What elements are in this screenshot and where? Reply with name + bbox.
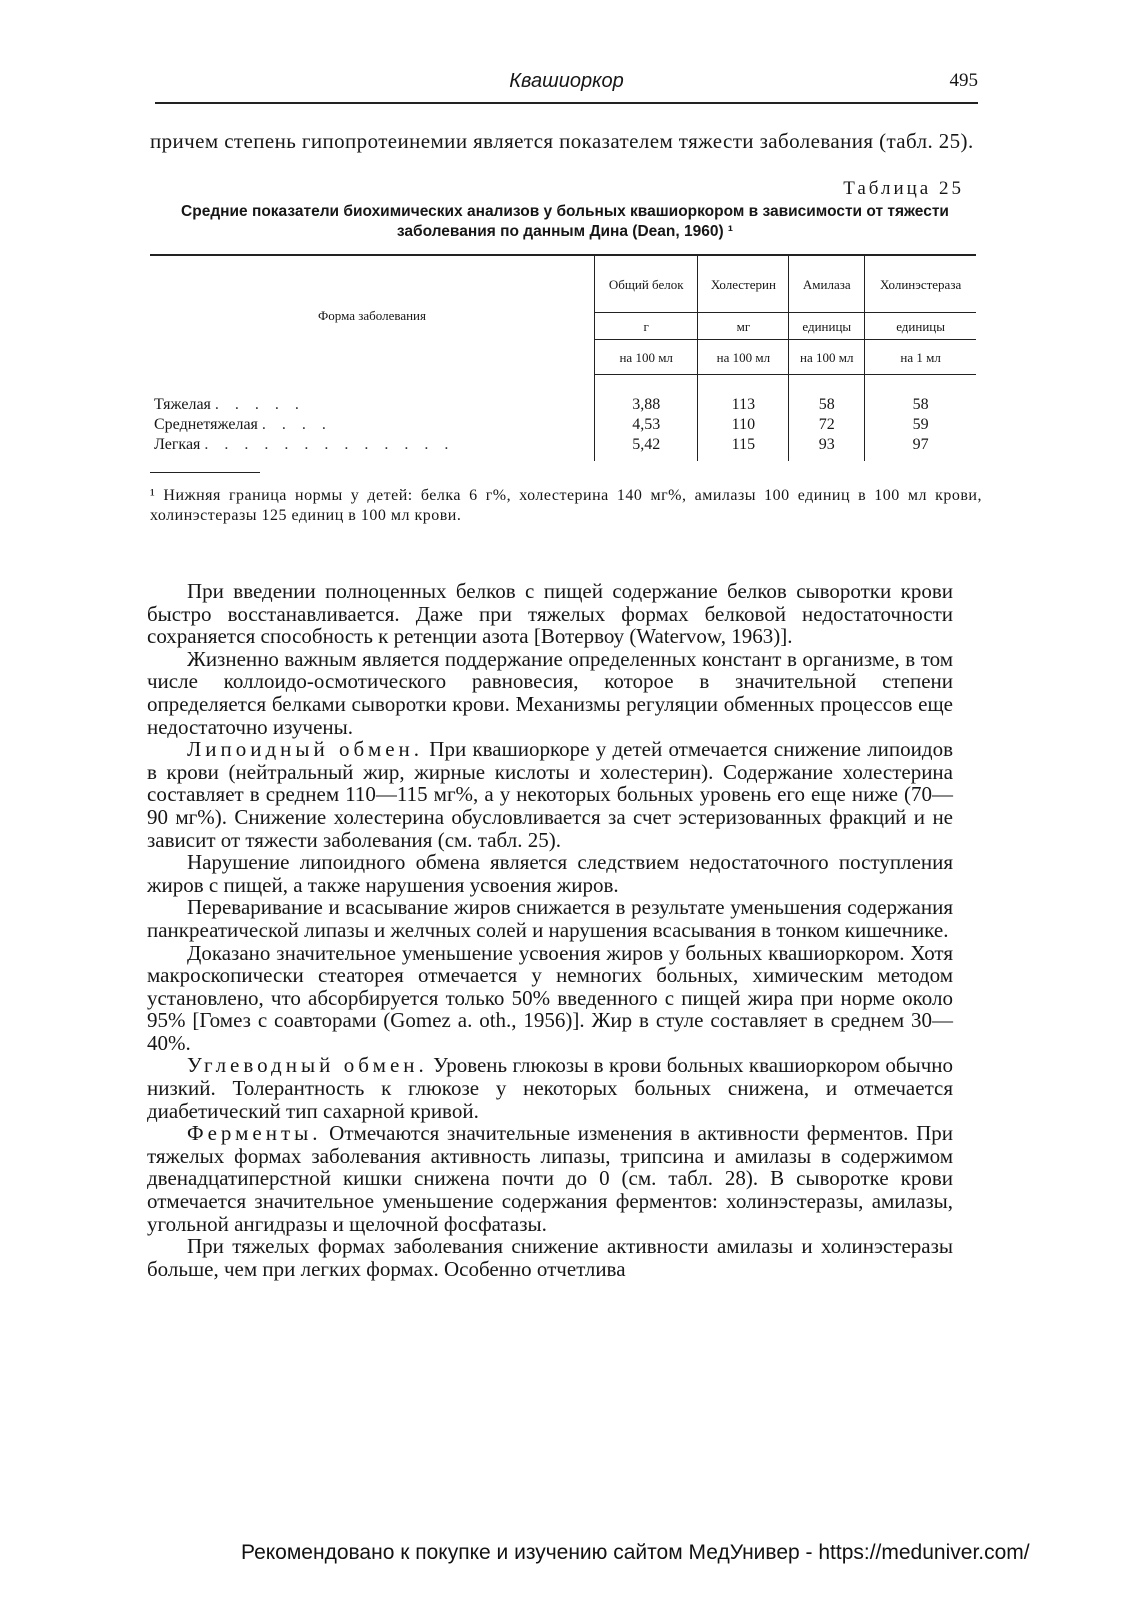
page-header — [155, 70, 978, 104]
leader-dots: . . . . — [261, 416, 332, 433]
table-cell: 115 — [698, 435, 789, 461]
leader-dots: . . . . . . . . . . . . . — [204, 436, 455, 453]
table-cell: 3,88 — [595, 375, 698, 416]
biochemistry-table — [150, 254, 976, 461]
paragraph — [147, 851, 953, 896]
column-per: на 1 мл — [865, 340, 976, 375]
row-label-text: Среднетяжелая — [154, 416, 258, 433]
row-label — [150, 435, 595, 461]
paragraph — [147, 1122, 953, 1235]
paragraph-text: Отмечаются значительные изменения в активности ферментов. При тяжелых формах заболевания активность липазы, трипсина и амилазы в содержимом двенадцатиперстной кишки снижена почти до 0 (см. табл. 28). В сыворотке крови отмечается значительное уменьшение содержания ферментов: холинэстеразы, амилазы, угольной ангидразы и щелочной фосфатазы. — [147, 1121, 953, 1236]
column-per: на 100 мл — [595, 340, 698, 375]
page-number: 495 — [949, 70, 978, 91]
table-footnote: ¹ Нижняя граница нормы у детей: белка 6 г%, холестерина 140 мг%, амилазы 100 единиц в 100 мл крови, холинэстеразы 125 единиц в 100 мл крови. — [150, 487, 982, 524]
table-cell: 110 — [698, 415, 789, 435]
row-label — [150, 415, 595, 435]
table-cell: 113 — [698, 375, 789, 416]
column-header: Холестерин — [698, 255, 789, 313]
paragraph — [147, 942, 953, 1055]
table-row — [150, 415, 976, 435]
paragraph-text: При тяжелых формах заболевания снижение активности амилазы и холинэстеразы больше, чем при легких формах. Особенно отчетлива — [147, 1234, 953, 1281]
table-label: Таблица 25 — [843, 178, 964, 199]
table-cell: 58 — [789, 375, 865, 416]
lead-paragraph — [150, 128, 980, 154]
table-cell: 4,53 — [595, 415, 698, 435]
column-header: Холинэстераза — [865, 255, 976, 313]
paragraph-text: Переваривание и всасывание жиров снижается в результате уменьшения содержания панкреатической липазы и желчных солей и нарушения всасывания в тонком кишечнике. — [147, 895, 953, 942]
column-per: на 100 мл — [698, 340, 789, 375]
paragraph — [147, 896, 953, 941]
table-row — [150, 435, 976, 461]
paragraph — [147, 648, 953, 738]
paragraph-text: Жизненно важным является поддержание определенных констант в организме, в том числе коллоидо-осмотического равновесия, которое в значительной степени определяется белками сыворотки крови. Механизмы регуляции обменных процессов еще недостаточно изучены. — [147, 646, 953, 739]
row-label-text: Легкая — [154, 436, 201, 453]
lead-paragraph-text: причем степень гипопротеинемии является показателем тяжести заболевания (табл. 25). — [150, 129, 974, 153]
column-unit: единицы — [865, 313, 976, 340]
table-cell: 59 — [912, 416, 929, 433]
column-unit: мг — [698, 313, 789, 340]
paragraph-text: Уровень глюкозы в крови больных квашиоркором обычно низкий. Толерантность к глюкозе у некоторых больных снижена, и отмечается диабетический тип сахарной кривой. — [147, 1053, 953, 1123]
watermark-link-text: Рекомендовано к покупке и изучению сайтом МедУнивер - https://meduniver.com/ — [241, 1541, 1030, 1564]
table-cell: 97 — [912, 436, 929, 453]
table-cell: 58 — [912, 396, 929, 413]
row-label — [150, 375, 595, 416]
paragraph-text: При введении полноценных белков с пищей содержание белков сыворотки крови быстро восстанавливается. Даже при тяжелых формах белковой недостаточности сохраняется способность к ретенции азота [Вотервоу (Watervow, 1963)]. — [147, 579, 953, 649]
section-lead: Ферменты. — [187, 1121, 322, 1146]
row-header: Форма заболевания — [150, 255, 595, 375]
table-caption: Средние показатели биохимических анализов у больных квашиоркором в зависимости от тяжести заболевания по данным Дина (Dean, 1960) ¹ — [181, 203, 949, 240]
column-unit: единицы — [789, 313, 865, 340]
column-unit: г — [595, 313, 698, 340]
table-cell: 5,42 — [595, 435, 698, 461]
paragraph — [147, 738, 953, 851]
paragraph — [147, 580, 953, 648]
column-header: Амилаза — [789, 255, 865, 313]
table-cell: 93 — [789, 435, 865, 461]
section-lead: Липоидный обмен. — [187, 737, 424, 762]
column-per: на 100 мл — [789, 340, 865, 375]
section-lead: Углеводный обмен. — [187, 1053, 428, 1078]
column-header: Общий белок — [595, 255, 698, 313]
row-label-text: Тяжелая — [154, 395, 211, 413]
paragraph-text: Доказано значительное уменьшение усвоения жиров у больных квашиоркором. Хотя макроскопически стеаторея отмечается у немногих больных, химическим методом установлено, что абсорбируется только 50% введенного с пищей жира при норме около 95% [Гомез с соавторами (Gomez a. oth., 1956)]. Жир в стуле составляет в среднем 30—40%. — [147, 940, 953, 1055]
paragraph — [147, 1054, 953, 1122]
table-cell: 72 — [789, 415, 865, 435]
paragraph-text: При квашиоркоре у детей отмечается снижение липоидов в крови (нейтральный жир, жирные кислоты и холестерин). Содержание холестерина составляет в среднем 110—115 мг%, а у некоторых больных уровень его еще ниже (70—90 мг%). Снижение холестерина обусловливается за счет эстеризованных фракций и не зависит от тяжести заболевания (см. табл. 25). — [147, 737, 953, 852]
leader-dots: . . . . . — [214, 395, 305, 413]
paragraph-text: Нарушение липоидного обмена является следствием недостаточного поступления жиров с пищей, а также нарушения усвоения жиров. — [147, 850, 953, 897]
body-text — [147, 580, 953, 1280]
paragraph — [147, 1235, 953, 1280]
table-row — [150, 375, 976, 416]
footnote-divider — [150, 472, 260, 473]
running-title: Квашиоркор — [509, 70, 624, 92]
